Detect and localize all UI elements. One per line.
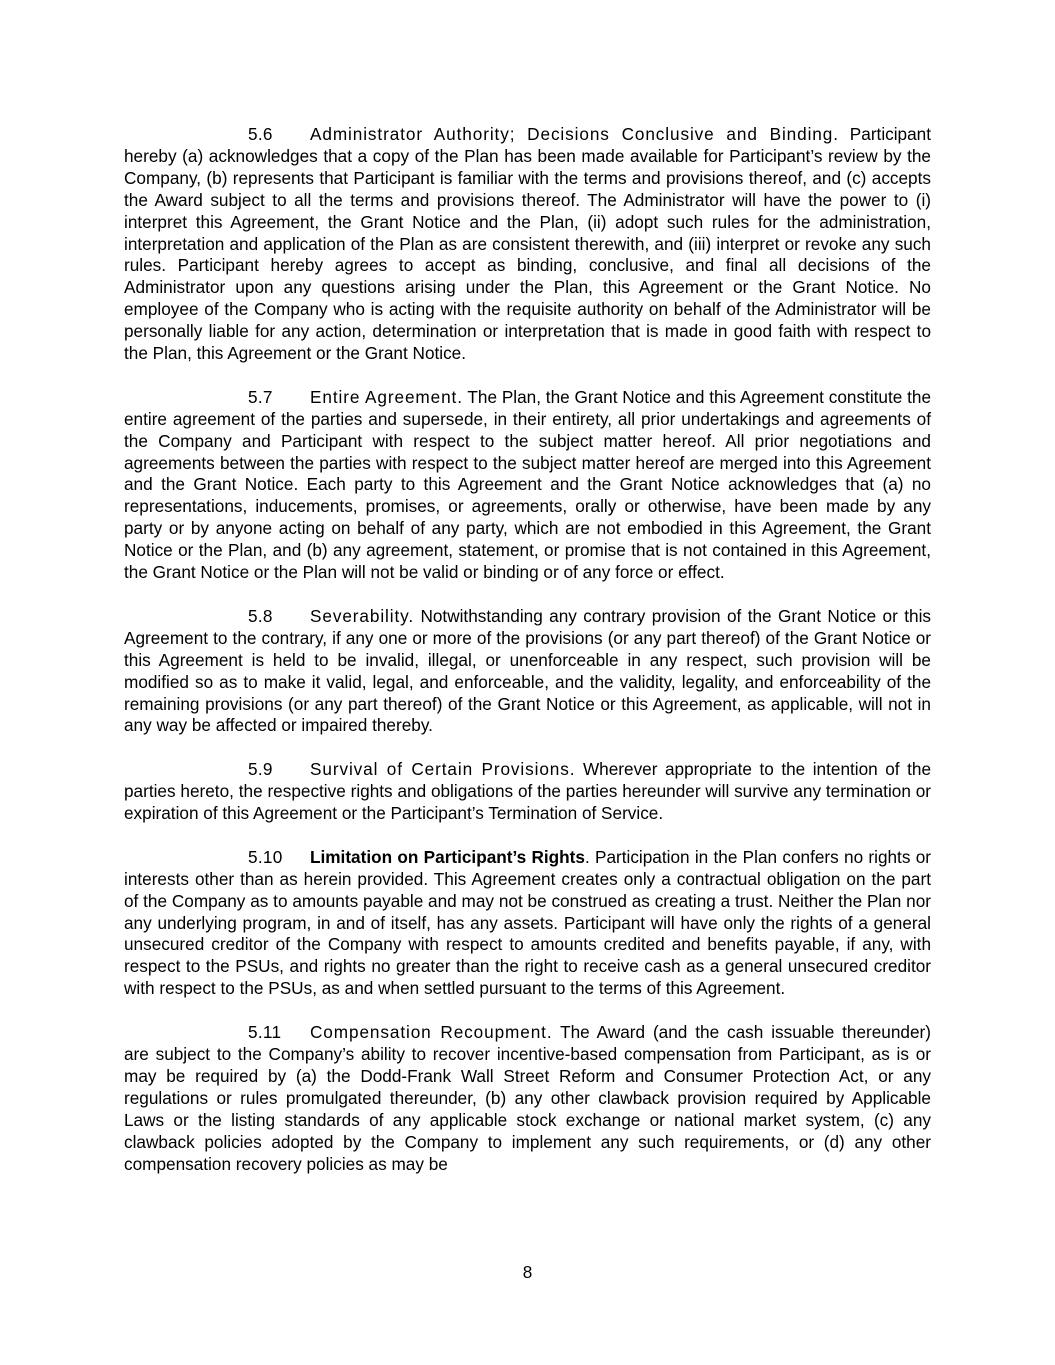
section-5-9 <box>124 759 931 825</box>
section-body: The Plan, the Grant Notice and this Agreement constitute the entire agreement of the parties and supersede, in their entirety, all prior undertakings and agreements of the Company and Participant with respect to the subject matter hereof. All prior negotiations and agreements between the parties with respect to the subject matter hereof are merged into this Agreement and the Grant Notice. Each party to this Agreement and the Grant Notice acknowledges that (a) no representations, inducements, promises, or agreements, orally or otherwise, have been made by any party or by anyone acting on behalf of any party, which are not embodied in this Agreement, the Grant Notice or the Plan, and (b) any agreement, statement, or promise that is not contained in this Agreement, the Grant Notice or the Plan will not be valid or binding or of any force or effect. <box>124 386 932 583</box>
page-number: 8 <box>522 1262 533 1282</box>
section-title: Administrator Authority; Decisions Conclusive and Binding. <box>310 124 839 144</box>
section-title: Compensation Recoupment. <box>310 1022 553 1043</box>
section-number: 5.8 <box>248 605 273 626</box>
section-number: 5.10 <box>248 846 283 867</box>
section-body: The Award (and the cash issuable thereunder) are subject to the Company’s ability to recover incentive-based compensation from Participant, as is or may be required by (a) the Dodd-Frank Wall Street Reform and Consumer Protection Act, or any regulations or rules promulgated thereunder, (b) any other clawback provision required by Applicable Laws or the listing standards of any applicable stock exchange or national market system, (c) any clawback policies adopted by the Company to implement any such requirements, or (d) any other compensation recovery policies as may be <box>124 1022 931 1174</box>
section-number: 5.11 <box>248 1022 282 1043</box>
section-5-6 <box>124 124 931 365</box>
section-title: Survival of Certain Provisions. <box>310 759 576 780</box>
section-5-10 <box>124 847 931 1000</box>
section-5-7 <box>124 387 931 584</box>
section-title: Entire Agreement. <box>310 386 463 407</box>
section-number: 5.7 <box>248 386 273 407</box>
section-5-8 <box>124 606 931 737</box>
section-title: Severability. <box>310 605 415 626</box>
section-body: . Participation in the Plan confers no rights or interests other than as herein provided. This Agreement creates only a contractual obligation on the part of the Company as to amounts payable and may not be construed as creating a trust. Neither the Plan nor any underlying program, in and of itself, has any assets. Participant will have only the rights of a general unsecured creditor of the Company with respect to amounts credited and benefits payable, if any, with respect to the PSUs, and rights no greater than the right to receive cash as a general unsecured creditor with respect to the PSUs, as and when settled pursuant to the terms of this Agreement. <box>124 846 931 999</box>
section-number: 5.6 <box>248 124 273 144</box>
document-page <box>124 124 931 1197</box>
section-body: Notwithstanding any contrary provision of the Grant Notice or this Agreement to the contrary, if any one or more of the provisions (or any part thereof) of the Grant Notice or this Agreement is held to be invalid, illegal, or unenforceable in any respect, such provision will be modified so as to make it valid, legal, and enforceable, and the validity, legality, and enforceability of the remaining provisions (or any part thereof) of the Grant Notice or this Agreement, as applicable, will not in any way be affected or impaired thereby. <box>124 605 931 736</box>
section-5-11 <box>124 1022 931 1175</box>
section-number: 5.9 <box>248 759 273 780</box>
section-title: Limitation on Participant’s Rights <box>310 846 585 867</box>
section-body: Wherever appropriate to the intention of the parties hereto, the respective rights and obligations of the parties hereunder will survive any termination or expiration of this Agreement or the Participant’s Termination of Service. <box>124 759 931 824</box>
section-body: Participant hereby (a) acknowledges that a copy of the Plan has been made available for Participant’s review by the Company, (b) represents that Participant is familiar with the terms and provisions thereof, and (c) accepts the Award subject to all the terms and provisions thereof. The Administrator will have the power to (i) interpret this Agreement, the Grant Notice and the Plan, (ii) adopt such rules for the administration, interpretation and application of the Plan as are consistent therewith, and (iii) interpret or revoke any such rules. Participant hereby agrees to accept as binding, conclusive, and final all decisions of the Administrator upon any questions arising under the Plan, this Agreement or the Grant Notice. No employee of the Company who is acting with the requisite authority on behalf of the Administrator will be personally liable for any action, determination or interpretation that is made in good faith with respect to the Plan, this Agreement or the Grant Notice. <box>124 124 931 364</box>
